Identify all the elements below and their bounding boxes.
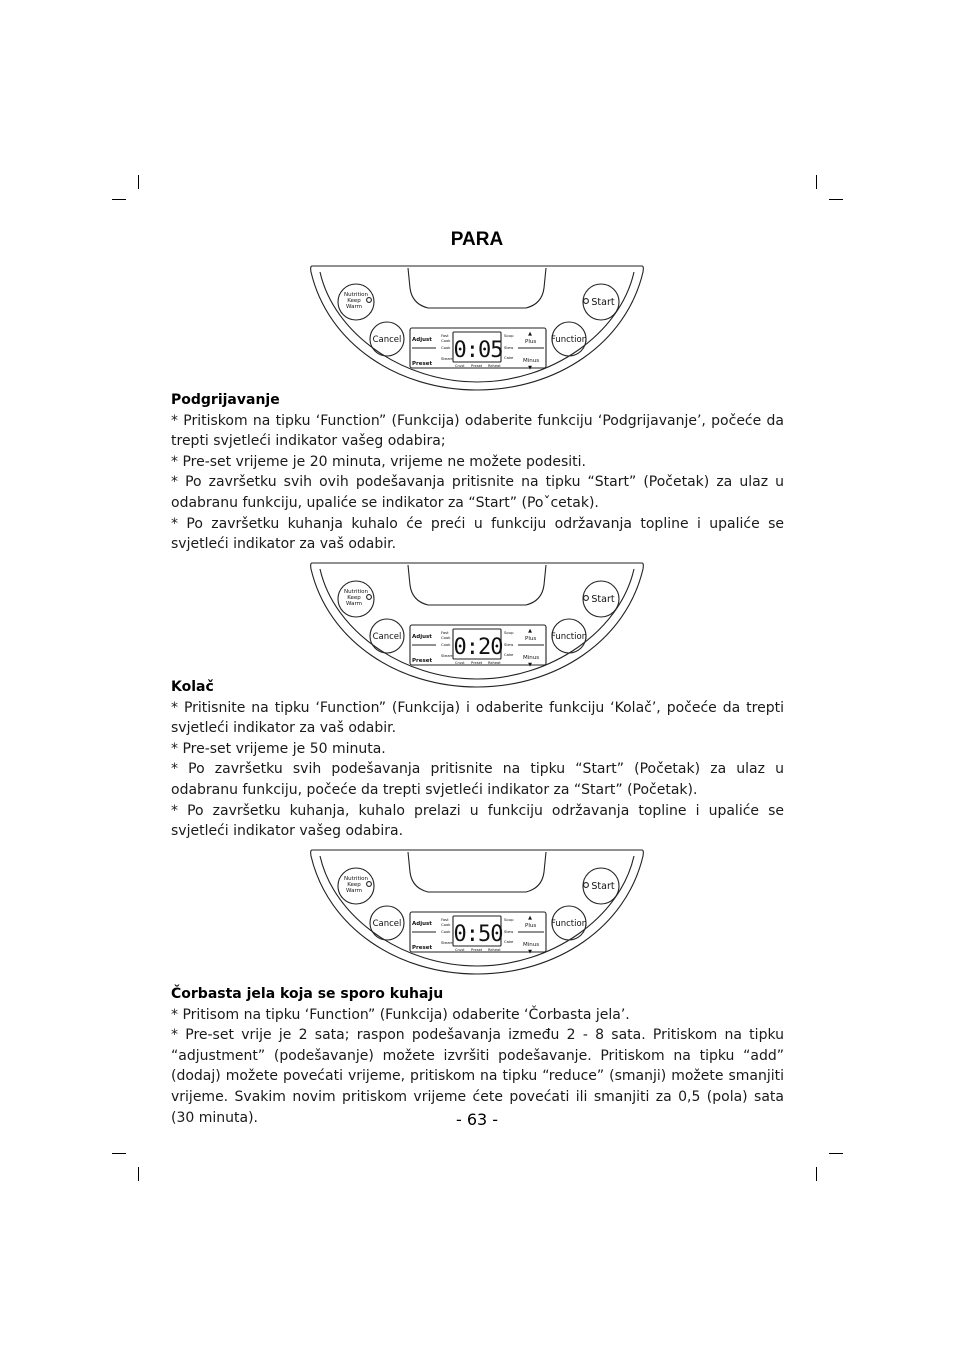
menu-label: Crust bbox=[455, 364, 465, 368]
indicator-dot-icon bbox=[584, 596, 589, 601]
menu-label: Stew bbox=[504, 642, 514, 647]
minus-label: Minus bbox=[523, 942, 540, 948]
menu-label: Reheat bbox=[488, 948, 501, 952]
page-number: - 63 - bbox=[455, 1110, 499, 1129]
preset-label: Preset bbox=[412, 361, 433, 367]
adjust-label: Adjust bbox=[412, 921, 432, 927]
plus-label: Plus bbox=[525, 923, 537, 929]
menu-label: Reheat bbox=[488, 661, 501, 665]
panel-outline bbox=[311, 563, 644, 687]
menu-label: Cook bbox=[441, 922, 451, 927]
menu-label: Cook bbox=[441, 635, 451, 640]
menu-label: Soup bbox=[504, 333, 514, 338]
section-corbasta-jela bbox=[171, 984, 784, 1128]
arrow-up-icon: ▲ bbox=[528, 915, 532, 921]
indicator-dot-icon bbox=[367, 882, 372, 887]
indicator-dot-icon bbox=[584, 883, 589, 888]
arrow-up-icon: ▲ bbox=[528, 331, 532, 337]
preset-label: Preset bbox=[412, 945, 433, 951]
control-panel-diagram bbox=[308, 561, 646, 691]
arrow-down-icon: ▼ bbox=[528, 662, 532, 668]
menu-label: Crust bbox=[455, 661, 465, 665]
page-title: PARA bbox=[450, 229, 504, 250]
paragraph: * Pritisom na tipku ‘Function” (Funkcija) odaberite ‘Čorbasta jela’. bbox=[171, 1006, 630, 1023]
menu-label: Cook bbox=[441, 929, 451, 934]
cancel-label: Cancel bbox=[372, 335, 402, 345]
crop-mark bbox=[829, 1153, 843, 1154]
paragraph: * Pritisnite na tipku ‘Function” (Funkcija) i odaberite funkciju ‘Kolač’, počeće da trepti svjetleći indikator za vaš odabir. bbox=[171, 699, 784, 737]
menu-label: Fast bbox=[441, 630, 449, 635]
preset-label: Preset bbox=[412, 658, 433, 664]
panel-outline bbox=[311, 266, 644, 390]
menu-label: Crust bbox=[455, 948, 465, 952]
crop-mark bbox=[138, 175, 139, 189]
crop-mark bbox=[112, 1153, 126, 1154]
crop-mark bbox=[816, 1167, 817, 1181]
section-kolac bbox=[171, 677, 784, 842]
paragraph: * Po završetku svih podešavanja pritisnite na tipku “Start” (Početak) za ulaz u odabranu funkciju, počeće da trepti svjetleći indikator za “Start” (Početak). bbox=[171, 761, 784, 798]
minus-label: Minus bbox=[523, 655, 540, 661]
crop-mark bbox=[138, 1167, 139, 1181]
minus-label: Minus bbox=[523, 358, 540, 364]
paragraph: * Po završetku svih ovih podešavanja pritisnite na tipku “Start” (Početak) za ulaz u odabranu funkciju, upaliće se indikator za “Start” (Poˇcetak). bbox=[171, 474, 784, 511]
menu-label: Reheat bbox=[488, 364, 501, 368]
menu-label: Stew bbox=[504, 929, 514, 934]
paragraph: * Pre-set vrijeme je 20 minuta, vrijeme ne možete podesiti. bbox=[171, 453, 586, 470]
menu-label: Fast bbox=[441, 917, 449, 922]
menu-label: Fast bbox=[441, 333, 449, 338]
menu-label: Preset bbox=[471, 948, 483, 952]
start-label: Start bbox=[591, 297, 615, 308]
keep-warm-label: Warm bbox=[346, 304, 362, 310]
keep-warm-label: Keep bbox=[347, 882, 361, 888]
function-label: Function bbox=[550, 632, 588, 642]
crop-mark bbox=[816, 175, 817, 189]
menu-label: Cake bbox=[504, 939, 514, 944]
menu-label: Preset bbox=[471, 661, 483, 665]
control-panel-svg bbox=[308, 264, 646, 394]
menu-label: Stew bbox=[504, 345, 514, 350]
paragraph: * Po završetku kuhanja kuhalo će preći u funkciju održavanja topline i upaliće se svjetleći indikator za vaš odabir. bbox=[171, 515, 784, 553]
keep-warm-label: Nutrition bbox=[343, 589, 369, 595]
control-panel-svg bbox=[308, 848, 646, 978]
crop-mark bbox=[829, 199, 843, 200]
menu-label: Cake bbox=[504, 355, 514, 360]
function-label: Function bbox=[550, 335, 588, 345]
keep-warm-label: Nutrition bbox=[343, 292, 369, 298]
lcd-time: 0:50 bbox=[453, 922, 503, 947]
panel-outline bbox=[311, 850, 644, 974]
cancel-label: Cancel bbox=[372, 919, 402, 929]
plus-label: Plus bbox=[525, 636, 537, 642]
handle-recess bbox=[408, 268, 546, 308]
handle-recess bbox=[408, 565, 546, 605]
menu-label: Steam bbox=[441, 356, 454, 361]
indicator-dot-icon bbox=[584, 299, 589, 304]
menu-label: Soup bbox=[504, 917, 514, 922]
menu-label: Steam bbox=[441, 940, 454, 945]
control-panel-diagram bbox=[308, 848, 646, 978]
keep-warm-label: Nutrition bbox=[343, 876, 369, 882]
menu-label: Cake bbox=[504, 652, 514, 657]
start-label: Start bbox=[591, 881, 615, 892]
menu-label: Soup bbox=[504, 630, 514, 635]
menu-label: Cook bbox=[441, 642, 451, 647]
start-label: Start bbox=[591, 594, 615, 605]
plus-label: Plus bbox=[525, 339, 537, 345]
arrow-down-icon: ▼ bbox=[528, 365, 532, 371]
paragraph: * Pre-set vrije je 2 sata; raspon podešavanja između 2 - 8 sata. Pritiskom na tipku “adjustment” (podešavanje) možete izvršiti podešavanje. Pritiskom na tipku “add” (dodaj) možete povećati vrijeme, pritiskom na tipku “reduce” (smanji) možete smanjiti vrijeme. Svakim novim pritiskom vrijeme ćete povećati ili smanjiti za 0,5 (pola) sata (30 minuta). bbox=[171, 1027, 784, 1126]
keep-warm-label: Keep bbox=[347, 298, 361, 304]
function-label: Function bbox=[550, 919, 588, 929]
lcd-time: 0:20 bbox=[453, 635, 503, 660]
handle-recess bbox=[408, 852, 546, 892]
section-title: Podgrijavanje bbox=[171, 392, 280, 408]
menu-label: Cook bbox=[441, 345, 451, 350]
menu-label: Preset bbox=[471, 364, 483, 368]
section-podgrijavanje bbox=[171, 390, 784, 555]
indicator-dot-icon bbox=[367, 595, 372, 600]
paragraph: * Pritiskom na tipku ‘Function” (Funkcija) odaberite funkciju ‘Podgrijavanje’, počeće da trepti svjetleći indikator vašeg odabira; bbox=[171, 412, 784, 450]
keep-warm-label: Warm bbox=[346, 888, 362, 894]
adjust-label: Adjust bbox=[412, 634, 432, 640]
paragraph: * Pre-set vrijeme je 50 minuta. bbox=[171, 740, 386, 757]
menu-label: Steam bbox=[441, 653, 454, 658]
control-panel-svg bbox=[308, 561, 646, 691]
control-panel-diagram bbox=[308, 264, 646, 394]
menu-label: Cook bbox=[441, 338, 451, 343]
crop-mark bbox=[112, 199, 126, 200]
lcd-time: 0:05 bbox=[453, 338, 503, 363]
adjust-label: Adjust bbox=[412, 337, 432, 343]
section-title: Kolač bbox=[171, 679, 214, 695]
indicator-dot-icon bbox=[367, 298, 372, 303]
cancel-label: Cancel bbox=[372, 632, 402, 642]
arrow-down-icon: ▼ bbox=[528, 949, 532, 955]
arrow-up-icon: ▲ bbox=[528, 628, 532, 634]
section-title: Čorbasta jela koja se sporo kuhaju bbox=[171, 986, 444, 1002]
keep-warm-label: Keep bbox=[347, 595, 361, 601]
keep-warm-label: Warm bbox=[346, 601, 362, 607]
paragraph: * Po završetku kuhanja, kuhalo prelazi u funkciju održavanja topline i upaliće se svjetleći indikator vašeg odabira. bbox=[171, 802, 784, 840]
